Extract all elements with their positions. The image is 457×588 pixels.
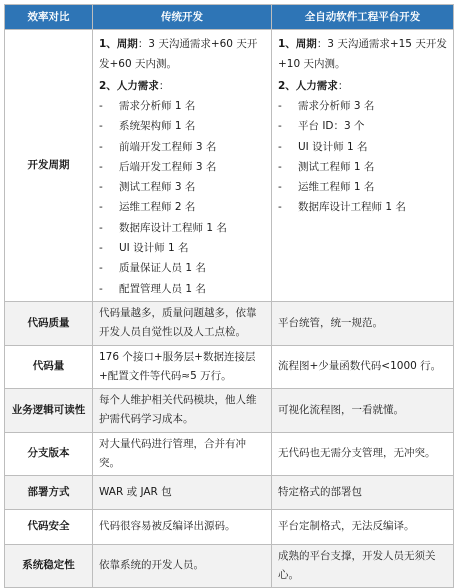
- list-item: - 测试工程师 3 名: [99, 181, 196, 194]
- list-item: - 测试工程师 1 名: [278, 160, 375, 173]
- cell-platform: 特定格式的部署包: [272, 475, 454, 509]
- cell-traditional: WAR 或 JAR 包: [93, 475, 272, 509]
- table-row-cycle: [5, 30, 454, 302]
- table-row: [5, 432, 454, 475]
- cell-traditional: 依靠系统的开发人员。: [93, 544, 272, 587]
- header-row: [5, 5, 454, 30]
- list-item: - 需求分析师 1 名: [99, 100, 196, 112]
- list-item: - 系统架构师 1 名: [99, 120, 196, 133]
- period-value: ：3 天沟通需求+60 天开发+60 天内测。: [99, 38, 258, 70]
- row-label: 代码量: [5, 345, 93, 388]
- list-item: - UI 设计师 1 名: [99, 242, 189, 255]
- cell-platform: 成熟的平台支撑，开发人员无须关心。: [272, 544, 454, 587]
- cell-platform: 可视化流程图，一看就懂。: [272, 388, 454, 432]
- row-label: 系统稳定性: [5, 544, 93, 587]
- cell-platform: 平台统管，统一规范。: [272, 301, 454, 345]
- row-label: 代码质量: [5, 301, 93, 345]
- list-item: - 后端开发工程师 3 名: [99, 160, 217, 173]
- list-item: - 质量保证人员 1 名: [99, 262, 206, 275]
- period-value: ：3 天沟通需求+15 天开发+10 天内测。: [278, 38, 447, 70]
- row-label: 分支版本: [5, 432, 93, 475]
- list-item: - 需求分析师 3 名: [278, 100, 375, 112]
- period-key: 1、周期: [99, 38, 138, 50]
- row-label: 代码安全: [5, 509, 93, 544]
- list-item: - 数据库设计工程师 1 名: [99, 221, 227, 234]
- cell-traditional: 代码很容易被反编译出源码。: [93, 509, 272, 544]
- header-traditional: 传统开发: [93, 5, 272, 30]
- cell-traditional: 176 个接口+服务层+数据连接层+配置文件等代码≈5 万行。: [93, 345, 272, 388]
- cell-traditional: 代码量越多，质量问题越多，依靠开发人员自觉性以及人工点检。: [93, 301, 272, 345]
- cell-platform: 平台定制格式，无法反编译。: [272, 509, 454, 544]
- comparison-table: [4, 4, 454, 588]
- staff-colon: ：: [337, 80, 349, 92]
- list-item: - 配置管理人员 1 名: [99, 282, 206, 295]
- list-item: - 前端开发工程师 3 名: [99, 140, 217, 153]
- table-row: [5, 544, 454, 587]
- cell-traditional: 每个人维护相关代码模块，他人维护需代码学习成本。: [93, 388, 272, 432]
- cell-platform: 流程图+少量函数代码<1000 行。: [272, 345, 454, 388]
- list-item: - 数据库设计工程师 1 名: [278, 201, 406, 214]
- list-item: - UI 设计师 1 名: [278, 140, 368, 153]
- table-row: [5, 388, 454, 432]
- table-row: [5, 345, 454, 388]
- staff-key: 2、人力需求: [278, 80, 338, 92]
- staff-colon: ：: [158, 80, 170, 92]
- cell-traditional: 对大量代码进行管理，合并有冲突。: [93, 432, 272, 475]
- header-comparison: 效率对比: [5, 5, 93, 30]
- cell-traditional: [93, 30, 272, 302]
- staff-key: 2、人力需求: [99, 80, 159, 92]
- table-row: [5, 509, 454, 544]
- table-row: [5, 301, 454, 345]
- period-key: 1、周期: [278, 38, 317, 50]
- list-item: - 运维工程师 2 名: [99, 201, 196, 214]
- cell-platform: 无代码也无需分支管理，无冲突。: [272, 432, 454, 475]
- cell-platform: [272, 30, 454, 302]
- header-platform: 全自动软件工程平台开发: [272, 5, 454, 30]
- list-item: - 运维工程师 1 名: [278, 181, 375, 194]
- table-row: [5, 475, 454, 509]
- row-label: 开发周期: [5, 30, 93, 302]
- list-item: - 平台 ID：3 个: [278, 120, 365, 133]
- row-label: 业务逻辑可读性: [5, 388, 93, 432]
- row-label: 部署方式: [5, 475, 93, 509]
